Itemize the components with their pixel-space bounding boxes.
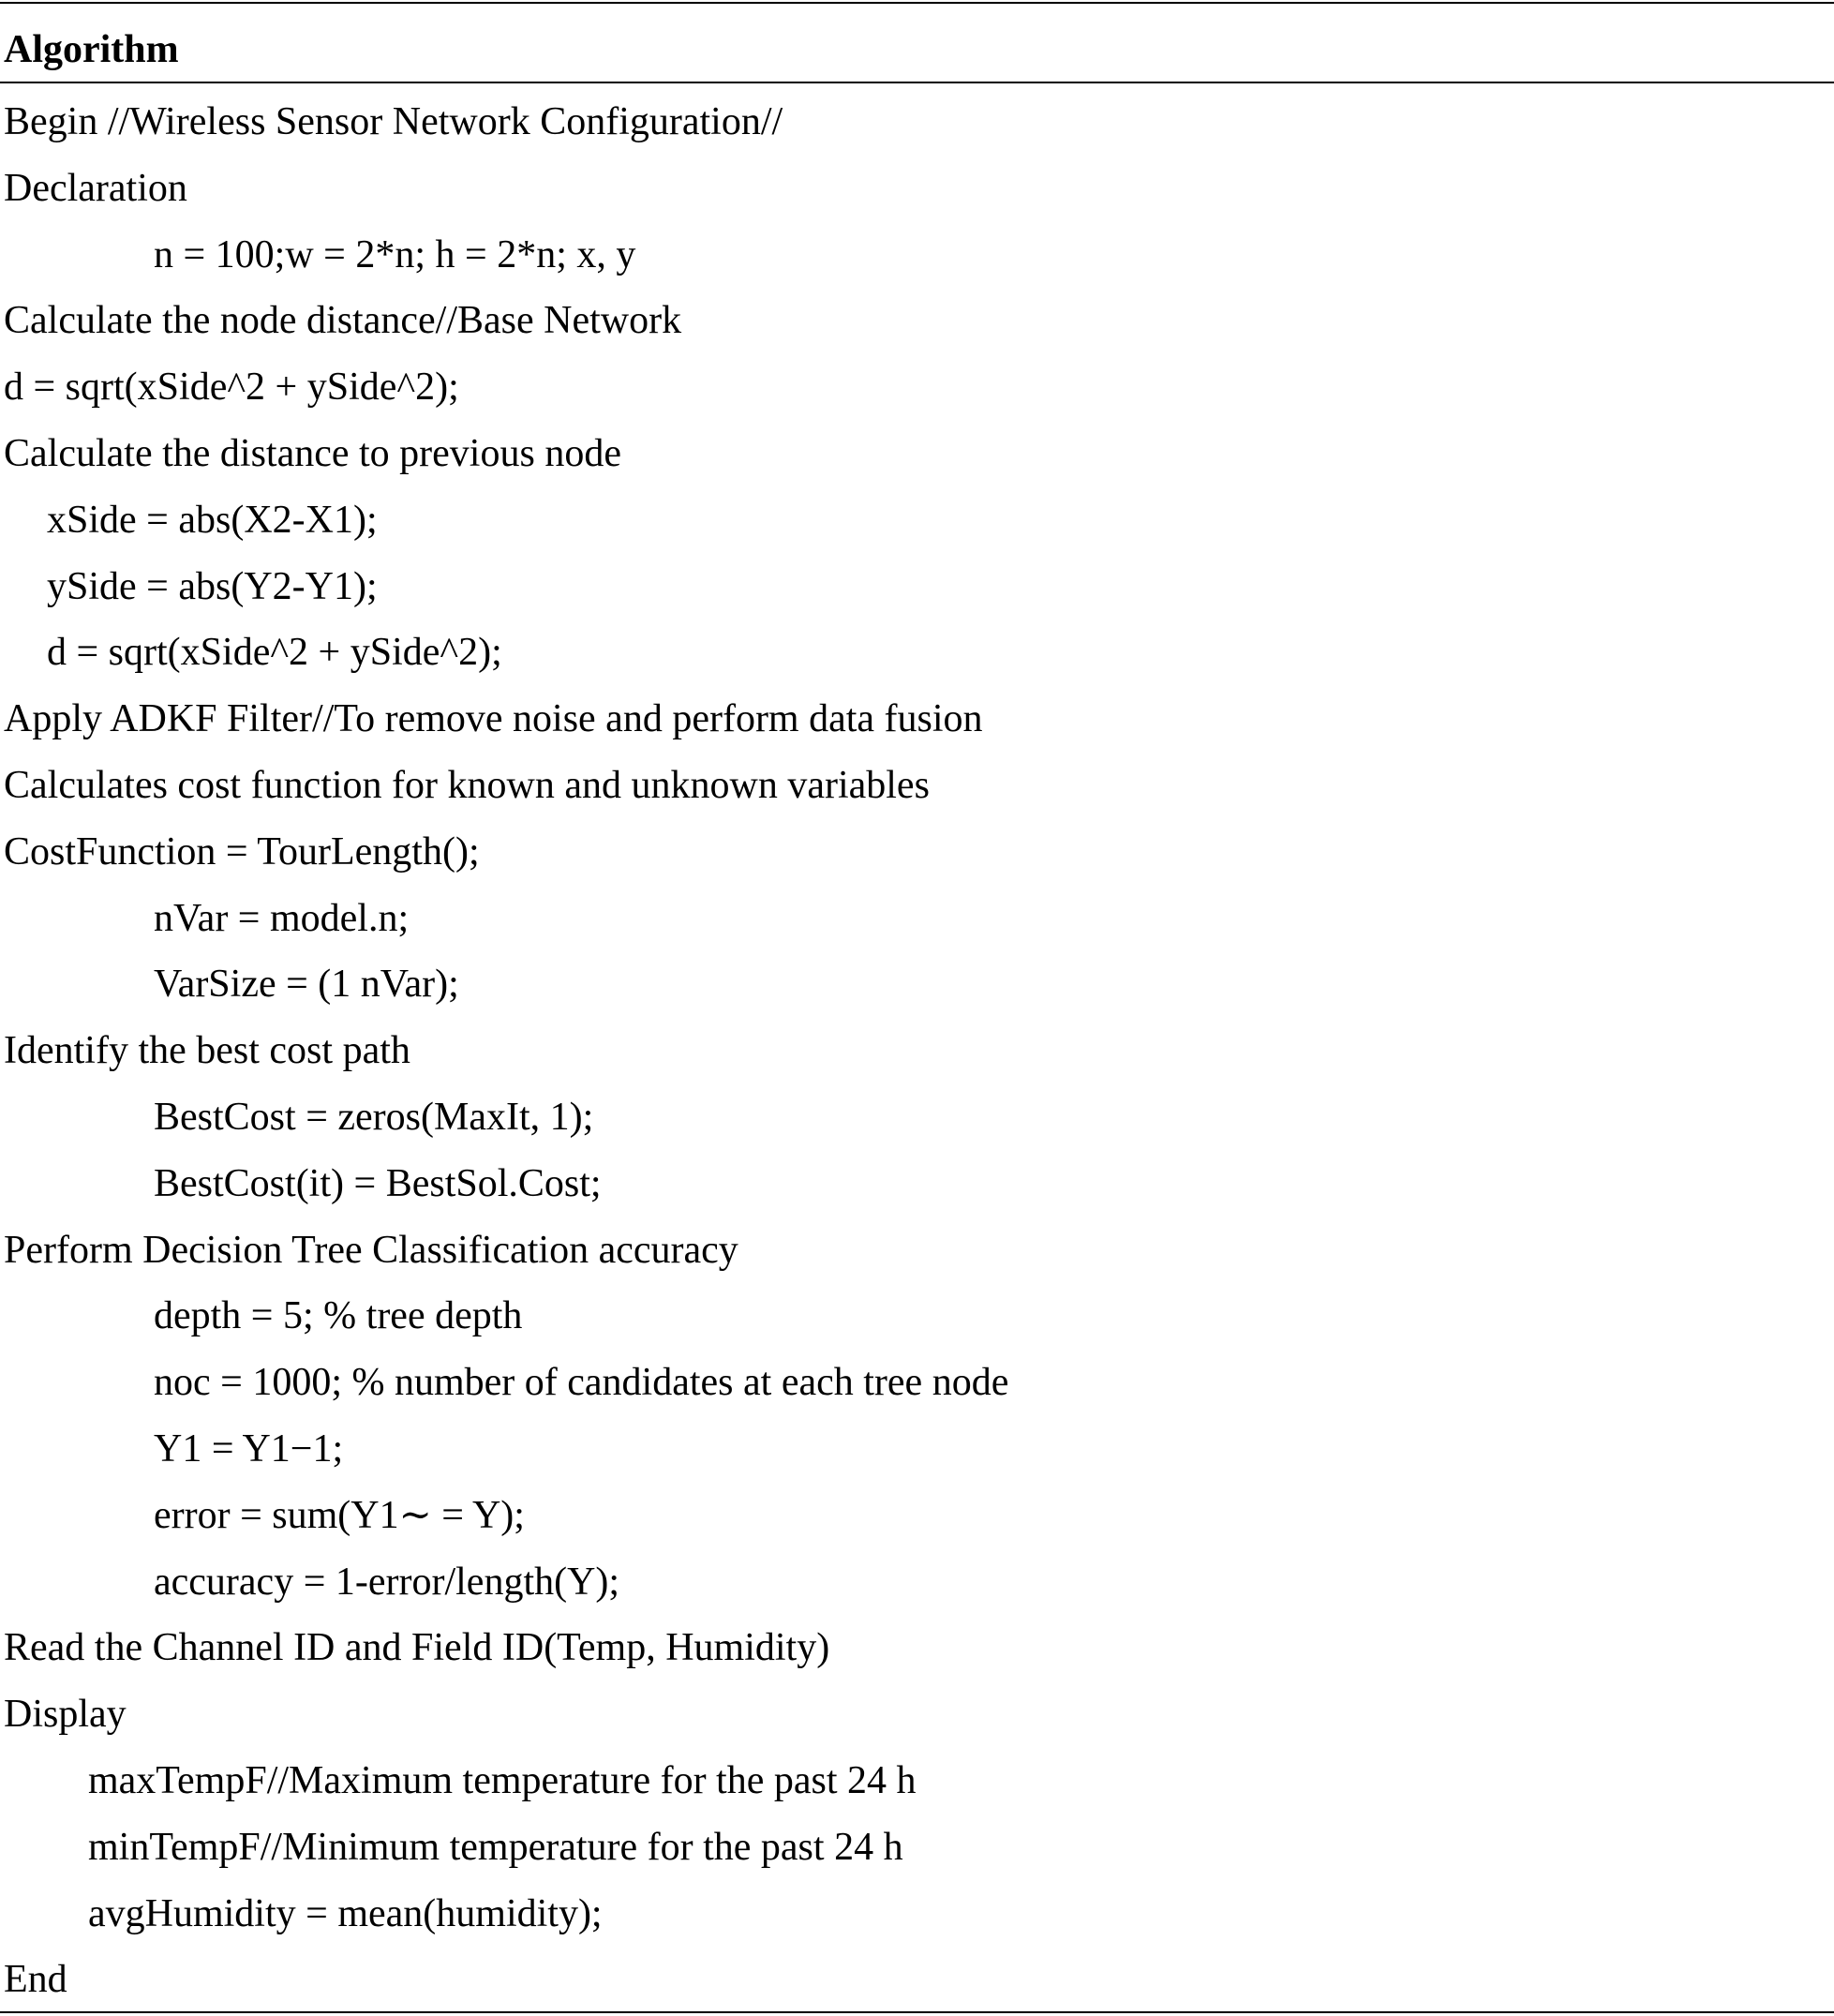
algorithm-line: xSide = abs(X2-X1);	[47, 498, 378, 542]
heading-rule	[0, 82, 1834, 83]
algorithm-line: maxTempF//Maximum temperature for the past 24 h	[88, 1758, 917, 1802]
algorithm-line: Apply ADKF Filter//To remove noise and perform data fusion	[4, 697, 983, 741]
algorithm-line: avgHumidity = mean(humidity);	[88, 1891, 603, 1935]
algorithm-body	[4, 89, 1822, 2013]
algorithm-line: depth = 5; % tree depth	[154, 1294, 523, 1338]
algorithm-line: ySide = abs(Y2-Y1);	[47, 564, 378, 608]
bottom-rule	[0, 2011, 1834, 2013]
algorithm-line: Perform Decision Tree Classification accuracy	[4, 1228, 738, 1272]
algorithm-line: n = 100;w = 2*n; h = 2*n; x, y	[154, 232, 636, 276]
top-rule	[0, 2, 1834, 4]
algorithm-line: Identify the best cost path	[4, 1029, 410, 1073]
algorithm-line: Read the Channel ID and Field ID(Temp, Humidity)	[4, 1626, 830, 1670]
algorithm-line: VarSize = (1 nVar);	[154, 963, 459, 1007]
algorithm-line: CostFunction = TourLength();	[4, 829, 480, 874]
algorithm-line: d = sqrt(xSide^2 + ySide^2);	[47, 631, 502, 675]
algorithm-line: Begin //Wireless Sensor Network Configuration//	[4, 100, 783, 143]
algorithm-line: noc = 1000; % number of candidates at each tree node	[154, 1361, 1009, 1405]
algorithm-line: d = sqrt(xSide^2 + ySide^2);	[4, 366, 459, 410]
algorithm-line: Calculate the node distance//Base Network	[4, 299, 682, 343]
algorithm-line: BestCost = zeros(MaxIt, 1);	[154, 1095, 594, 1139]
algorithm-line: BestCost(it) = BestSol.Cost;	[154, 1161, 602, 1205]
algorithm-heading: Algorithm	[4, 28, 179, 71]
algorithm-line: End	[4, 1958, 67, 2002]
algorithm-line: Calculates cost function for known and unknown variables	[4, 763, 930, 807]
algorithm-line: Declaration	[4, 166, 187, 210]
algorithm-line: error = sum(Y1∼ = Y);	[154, 1493, 525, 1537]
algorithm-line: Y1 = Y1−1;	[154, 1426, 344, 1471]
algorithm-line: Calculate the distance to previous node	[4, 431, 621, 475]
algorithm-line: nVar = model.n;	[154, 896, 410, 940]
algorithm-line: minTempF//Minimum temperature for the past 24 h	[88, 1825, 903, 1869]
algorithm-line: accuracy = 1-error/length(Y);	[154, 1560, 620, 1604]
algorithm-line: Display	[4, 1693, 127, 1737]
